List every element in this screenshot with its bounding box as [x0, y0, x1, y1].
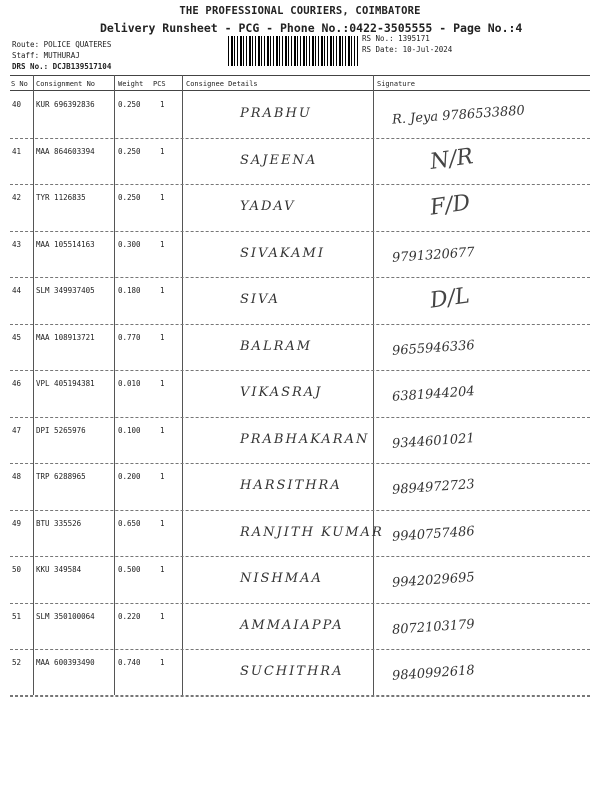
table-row [10, 371, 590, 418]
row-sno: 40 [12, 100, 22, 109]
row-pcs: 1 [160, 658, 165, 667]
row-consignment-no: MAA 108913721 [36, 332, 95, 342]
table-row [10, 418, 590, 465]
row-pcs: 1 [160, 100, 165, 109]
row-consignee-name: SUCHITHRA [240, 664, 344, 679]
row-pcs: 1 [160, 518, 165, 528]
col-header-pcs: PCS [153, 80, 166, 88]
row-sno: 47 [12, 425, 22, 435]
row-consignee-name: VIKASRAJ [240, 385, 323, 400]
row-signature: 8072103179 [391, 616, 476, 638]
drs-label: DRS No.: DCJB139517104 [12, 62, 112, 71]
row-weight: 0.500 [118, 565, 141, 574]
row-signature: 9894972723 [391, 477, 476, 498]
row-delivery-mark: N/R [428, 143, 475, 175]
staff-label: Staff: MUTHURAJ [12, 51, 80, 60]
route-label: Route: POLICE QUATERES [12, 40, 112, 49]
row-pcs: 1 [160, 239, 165, 249]
row-weight: 0.100 [118, 425, 141, 435]
row-consignee-name: RANJITH KUMAR [240, 524, 384, 540]
row-weight: 0.200 [118, 472, 141, 481]
row-consignee-name: AMMAIAPPA [240, 617, 344, 633]
row-consignment-no: BTU 335526 [36, 518, 82, 528]
row-consignment-no: TYR 1126835 [36, 193, 86, 202]
row-consignment-no: TRP 6288965 [36, 472, 86, 481]
row-pcs: 1 [160, 286, 165, 295]
barcode-image [228, 36, 358, 66]
row-pcs: 1 [160, 332, 165, 342]
row-consignee-name: HARSITHRA [240, 478, 342, 493]
row-signature: 9942029695 [391, 570, 476, 591]
row-pcs: 1 [160, 472, 165, 481]
row-signature: 6381944204 [391, 384, 476, 405]
company-title: THE PROFESSIONAL COURIERS, COIMBATORE [179, 5, 421, 17]
col-header-consignment: Consignment No [36, 80, 96, 88]
row-weight: 0.770 [118, 332, 141, 342]
row-weight: 0.300 [118, 239, 141, 249]
row-weight: 0.250 [118, 100, 141, 109]
table-header-border [10, 90, 590, 91]
row-consignee-name: SIVAKAMI [240, 245, 325, 261]
row-signature: 9940757486 [391, 523, 476, 545]
row-delivery-mark: F/D [428, 190, 472, 221]
table-row [10, 511, 590, 558]
table-row [10, 557, 590, 604]
table-top-border [10, 75, 590, 76]
row-sno: 49 [12, 518, 22, 528]
row-weight: 0.250 [118, 193, 141, 202]
row-consignment-no: MAA 600393490 [36, 658, 95, 667]
rs-number: RS No.: 1395171 [362, 34, 430, 43]
row-pcs: 1 [160, 425, 165, 435]
row-signature: 9344601021 [391, 430, 476, 452]
row-pcs: 1 [160, 611, 165, 621]
row-consignee-name: PRABHAKARAN [240, 431, 370, 447]
row-signature: 9840992618 [391, 663, 476, 684]
table-row [10, 232, 590, 279]
row-consignee-name: SIVA [240, 292, 280, 307]
row-consignee-name: NISHMAA [240, 571, 323, 586]
row-consignment-no: VPL 405194381 [36, 379, 95, 388]
col-header-signature: Signature [377, 80, 415, 88]
col-header-weight: Weight [118, 80, 144, 88]
row-consignee-name: YADAV [240, 199, 296, 214]
row-sno: 44 [12, 286, 22, 295]
row-sno: 50 [12, 565, 22, 574]
row-pcs: 1 [160, 193, 165, 202]
table-row [10, 604, 590, 651]
row-sno: 43 [12, 239, 22, 249]
rs-date: RS Date: 10-Jul-2024 [362, 45, 453, 54]
row-consignment-no: SLM 350100064 [36, 611, 95, 621]
table-row [10, 139, 590, 186]
row-sno: 46 [12, 379, 22, 388]
table-row [10, 92, 590, 139]
row-weight: 0.010 [118, 379, 141, 388]
table-row [10, 650, 590, 697]
row-consignment-no: DPI 5265976 [36, 425, 86, 435]
row-weight: 0.220 [118, 611, 141, 621]
row-consignment-no: KKU 349584 [36, 565, 82, 574]
row-sno: 51 [12, 611, 22, 621]
row-divider [10, 696, 590, 697]
col-header-details: Consignee Details [186, 80, 258, 88]
row-signature: 9655946336 [391, 337, 476, 359]
row-sno: 42 [12, 193, 22, 202]
row-signature: 9791320677 [391, 244, 476, 266]
row-sno: 48 [12, 472, 22, 481]
runsheet-subtitle: Delivery Runsheet - PCG - Phone No.:0422-3505555 - Page No.:4 [100, 21, 523, 35]
row-consignee-name: PRABHU [240, 106, 312, 121]
row-weight: 0.650 [118, 518, 141, 528]
table-row [10, 185, 590, 232]
row-consignment-no: SLM 349937405 [36, 286, 95, 295]
row-weight: 0.180 [118, 286, 141, 295]
row-weight: 0.740 [118, 658, 141, 667]
row-sno: 52 [12, 658, 22, 667]
row-sno: 45 [12, 332, 22, 342]
row-pcs: 1 [160, 379, 165, 388]
table-row [10, 464, 590, 511]
row-consignment-no: KUR 696392836 [36, 100, 95, 109]
row-pcs: 1 [160, 565, 165, 574]
row-sno: 41 [12, 146, 22, 156]
row-signature: R. Jeya 9786533880 [391, 103, 526, 128]
row-pcs: 1 [160, 146, 165, 156]
col-header-sno: S No [11, 80, 28, 88]
table-row [10, 278, 590, 325]
row-consignment-no: MAA 105514163 [36, 239, 95, 249]
row-delivery-mark: D/L [428, 283, 472, 314]
row-consignee-name: SAJEENA [240, 152, 318, 168]
table-row [10, 325, 590, 372]
row-consignee-name: BALRAM [240, 338, 313, 354]
row-weight: 0.250 [118, 146, 141, 156]
row-consignment-no: MAA 864603394 [36, 146, 95, 156]
